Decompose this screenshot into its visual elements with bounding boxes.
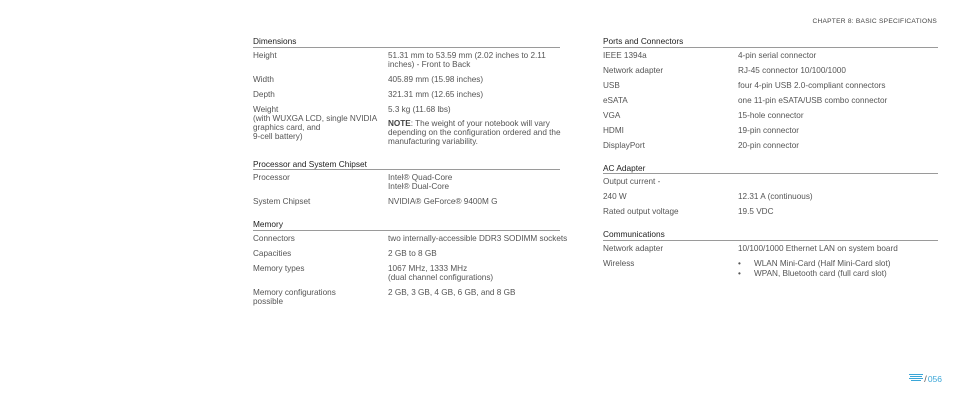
spec-row-wireless: [603, 259, 938, 279]
connectors-value: two internally-accessible DDR3 SODIMM sockets: [388, 233, 568, 243]
processor-title: Processor and System Chipset: [253, 159, 560, 171]
port-value: four 4-pin USB 2.0-compliant connectors: [738, 80, 886, 90]
spec-row-240w: [603, 192, 938, 201]
memory-types-value: 1067 MHz, 1333 MHz (dual channel configurations): [388, 263, 494, 282]
table-row: [603, 66, 938, 75]
page-separator: /: [924, 374, 927, 384]
processor-section: [253, 159, 560, 207]
memory-types-label: Memory types: [253, 263, 305, 273]
spec-row-weight: [253, 105, 560, 146]
spec-row-capacities: [253, 249, 560, 258]
list-item: • WPAN, Bluetooth card (full card slot): [738, 269, 938, 278]
voltage-label: Rated output voltage: [603, 207, 679, 216]
ac-adapter-title: AC Adapter: [603, 163, 938, 175]
memory-section: [253, 219, 568, 306]
weight-note: [388, 119, 573, 146]
table-row: [603, 126, 938, 135]
dimensions-section: [253, 36, 560, 146]
port-value: 20-pin connector: [738, 140, 799, 150]
spec-row-width: [253, 75, 560, 84]
spec-row-memory-types: [253, 264, 560, 282]
processor-value: Intel® Quad-Core Intel® Dual-Core: [388, 173, 453, 191]
port-label: HDMI: [603, 125, 624, 135]
spec-row-processor: [253, 173, 560, 191]
port-label: VGA: [603, 110, 621, 120]
list-item: • WLAN Mini-Card (Half Mini-Card slot): [738, 259, 938, 268]
weight-label: Weight (with WUXGA LCD, single NVIDIA graphics card, and 9-cell battery): [253, 104, 377, 141]
height-label: Height: [253, 50, 277, 60]
port-label: DisplayPort: [603, 140, 645, 150]
port-value: 15-hole connector: [738, 110, 804, 120]
alienware-logo-icon: [909, 374, 923, 381]
left-column: [253, 36, 568, 319]
height-value: 51.31 mm to 53.59 mm (2.02 inches to 2.11 inches) - Front to Back: [388, 50, 546, 69]
network-label: Network adapter: [603, 243, 664, 253]
table-row: [603, 51, 938, 60]
table-row: [603, 96, 938, 105]
port-value: RJ-45 connector 10/100/1000: [738, 65, 846, 75]
depth-label: Depth: [253, 89, 275, 99]
port-label: eSATA: [603, 95, 628, 105]
spec-row-memory-configs: [253, 288, 560, 306]
port-value: 4-pin serial connector: [738, 50, 817, 60]
ports-section: [603, 36, 938, 150]
communications-section: [603, 229, 938, 279]
width-value: 405.89 mm (15.98 inches): [388, 74, 484, 84]
port-label: Network adapter: [603, 65, 664, 75]
port-label: USB: [603, 80, 620, 90]
240w-label: 240 W: [603, 192, 627, 201]
spec-row-depth: [253, 90, 560, 99]
right-column: [603, 36, 938, 292]
note-label: NOTE: [388, 118, 411, 128]
ports-title: Ports and Connectors: [603, 36, 938, 48]
240w-value: 12.31 A (continuous): [738, 192, 813, 201]
connectors-label: Connectors: [253, 233, 295, 243]
depth-value: 321.31 mm (12.65 inches): [388, 89, 484, 99]
wireless-value: [738, 259, 938, 279]
processor-label: Processor: [253, 173, 290, 182]
chapter-header: CHAPTER 8: BASIC SPECIFICATIONS: [812, 18, 937, 25]
width-label: Width: [253, 74, 274, 84]
port-value: 19-pin connector: [738, 125, 799, 135]
table-row: [603, 111, 938, 120]
memory-configs-value: 2 GB, 3 GB, 4 GB, 6 GB, and 8 GB: [388, 287, 516, 297]
spec-row-chipset: [253, 197, 560, 206]
spec-row-network: [603, 244, 938, 253]
port-value: one 11-pin eSATA/USB combo connector: [738, 95, 888, 105]
dimensions-title: Dimensions: [253, 36, 560, 48]
communications-title: Communications: [603, 229, 938, 241]
chipset-value: NVIDIA® GeForce® 9400M G: [388, 197, 498, 206]
table-row: [603, 81, 938, 90]
table-row: [603, 141, 938, 150]
weight-cell: [388, 105, 573, 146]
chipset-label: System Chipset: [253, 197, 311, 206]
output-current-label: Output current -: [603, 177, 661, 186]
spec-row-height: [253, 51, 560, 69]
memory-title: Memory: [253, 219, 560, 231]
spec-row-voltage: [603, 207, 938, 216]
wireless-label: Wireless: [603, 258, 635, 268]
spec-row-connectors: [253, 233, 568, 243]
ac-adapter-section: [603, 163, 938, 217]
capacities-value: 2 GB to 8 GB: [388, 248, 437, 258]
page-number: 056: [927, 374, 942, 384]
network-value: 10/100/1000 Ethernet LAN on system board: [738, 243, 898, 253]
voltage-value: 19.5 VDC: [738, 207, 774, 216]
capacities-label: Capacities: [253, 248, 292, 258]
memory-configs-label: Memory configurations possible: [253, 287, 336, 306]
port-label: IEEE 1394a: [603, 50, 647, 60]
spec-row-output-current: [603, 177, 938, 186]
weight-value: 5.3 kg (11.68 lbs): [388, 104, 451, 114]
note-text: : The weight of your notebook will vary depending on the configuration ordered and the manufacturing variability.: [388, 118, 561, 146]
page-footer: [909, 374, 942, 384]
wireless-list: [738, 259, 938, 278]
